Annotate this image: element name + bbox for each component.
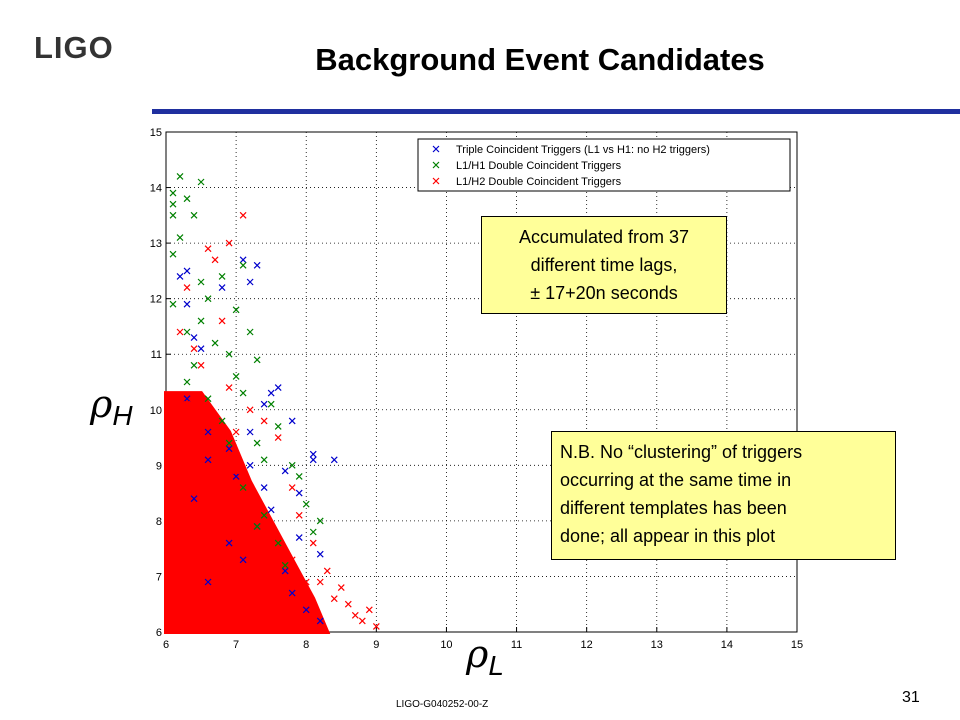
data-marker [296,535,302,541]
y-tick-label: 14 [149,182,162,195]
data-marker [366,607,372,613]
data-marker [184,268,190,274]
data-marker [296,473,302,479]
data-marker [184,285,190,291]
data-marker [261,485,267,491]
note-nb-line-2: occurring at the same time in [560,470,792,490]
data-marker [303,501,309,507]
data-marker [170,201,176,207]
data-marker [275,423,281,429]
y-axis-label [90,382,133,432]
data-marker [219,285,225,291]
data-marker [254,262,260,268]
x-tick-label: 7 [233,639,240,651]
data-marker [338,585,344,591]
y-tick-label: 12 [149,293,162,306]
note-accumulated [481,216,727,314]
note-accumulated-line-2: different time lags, [530,255,678,275]
y-axis-symbol: ρ [90,382,113,426]
page-number: 31 [902,689,920,706]
chart-legend [418,139,790,191]
y-tick-label: 15 [149,127,162,139]
note-accumulated-line-1: Accumulated from 37 [518,227,690,247]
data-marker [261,418,267,424]
y-tick-label: 7 [155,571,162,584]
data-marker [247,407,253,413]
x-tick-label: 9 [373,639,380,651]
data-marker [254,357,260,363]
note-accumulated-line-3: ± 17+20n seconds [530,283,678,303]
legend-label: L1/H2 Double Coincident Triggers [456,176,622,188]
y-tick-label: 11 [150,349,162,362]
data-marker [198,346,204,352]
data-marker [191,212,197,218]
y-tick-label: 9 [155,460,162,473]
data-marker [310,529,316,535]
note-nb-line-3: different templates has been [560,498,787,518]
data-marker [247,329,253,335]
data-marker [268,390,274,396]
data-marker [184,379,190,385]
data-marker [310,540,316,546]
y-axis-subscript: H [112,400,133,431]
data-marker [240,390,246,396]
data-marker [219,273,225,279]
x-tick-label: 10 [440,639,453,651]
data-marker [331,596,337,602]
data-marker [310,457,316,463]
data-marker [198,179,204,185]
data-marker [177,273,183,279]
data-marker [184,301,190,307]
data-marker [233,429,239,435]
x-axis-label [466,632,504,682]
x-tick-label: 8 [303,639,310,651]
y-tick-label: 10 [149,404,162,417]
data-marker [345,601,351,607]
data-marker [324,568,330,574]
data-marker [226,385,232,391]
data-marker [212,340,218,346]
data-marker [170,251,176,257]
data-marker [177,235,183,241]
x-tick-label: 13 [650,639,663,651]
data-marker [254,440,260,446]
y-tick-label: 13 [149,238,162,251]
note-nb-line-4: done; all appear in this plot [560,526,776,546]
data-marker [212,257,218,263]
y-tick-label: 8 [155,515,162,528]
data-marker [219,318,225,324]
x-tick-label: 6 [162,639,170,651]
data-marker [261,457,267,463]
x-tick-label: 14 [720,639,734,651]
data-marker [170,190,176,196]
ligo-logo: LIGO [34,30,114,65]
data-marker [268,401,274,407]
data-marker [240,262,246,268]
data-marker [184,329,190,335]
document-id: LIGO-G040252-00-Z [396,699,489,710]
dense-cloud [166,393,327,632]
data-marker [191,362,197,368]
data-marker [275,385,281,391]
data-marker [289,485,295,491]
page-title: Background Event Candidates [315,42,765,77]
data-marker [191,346,197,352]
data-marker [268,507,274,513]
data-marker [233,373,239,379]
data-marker [282,468,288,474]
x-axis-subscript: L [488,650,504,681]
data-marker [289,418,295,424]
dense-cloud-region [166,393,327,632]
legend-label: Triple Coincident Triggers (L1 vs H1: no H2 triggers) [456,144,710,156]
data-marker [247,279,253,285]
data-marker [184,196,190,202]
x-tick-label: 15 [790,639,804,651]
x-axis-symbol: ρ [466,632,489,676]
data-marker [247,462,253,468]
data-marker [240,212,246,218]
note-nb-line-1: N.B. No “clustering” of triggers [560,442,803,462]
data-marker [170,301,176,307]
data-marker [198,362,204,368]
data-marker [205,246,211,252]
x-tick-label: 12 [580,639,593,651]
data-marker [275,435,281,441]
legend-label: L1/H1 Double Coincident Triggers [456,160,622,172]
data-marker [317,551,323,557]
data-marker [198,318,204,324]
data-marker [359,618,365,624]
data-marker [198,279,204,285]
data-marker [296,512,302,518]
data-marker [170,212,176,218]
data-marker [233,307,239,313]
data-marker [352,612,358,618]
data-marker [177,329,183,335]
data-marker [177,173,183,179]
data-marker [331,457,337,463]
data-marker [310,451,316,457]
data-marker [296,490,302,496]
note-nb [551,431,896,560]
data-marker [191,335,197,341]
data-marker [317,579,323,585]
y-tick-label: 6 [155,627,162,639]
data-marker [261,401,267,407]
data-marker [247,429,253,435]
x-tick-label: 11 [510,639,523,651]
data-marker [240,257,246,263]
